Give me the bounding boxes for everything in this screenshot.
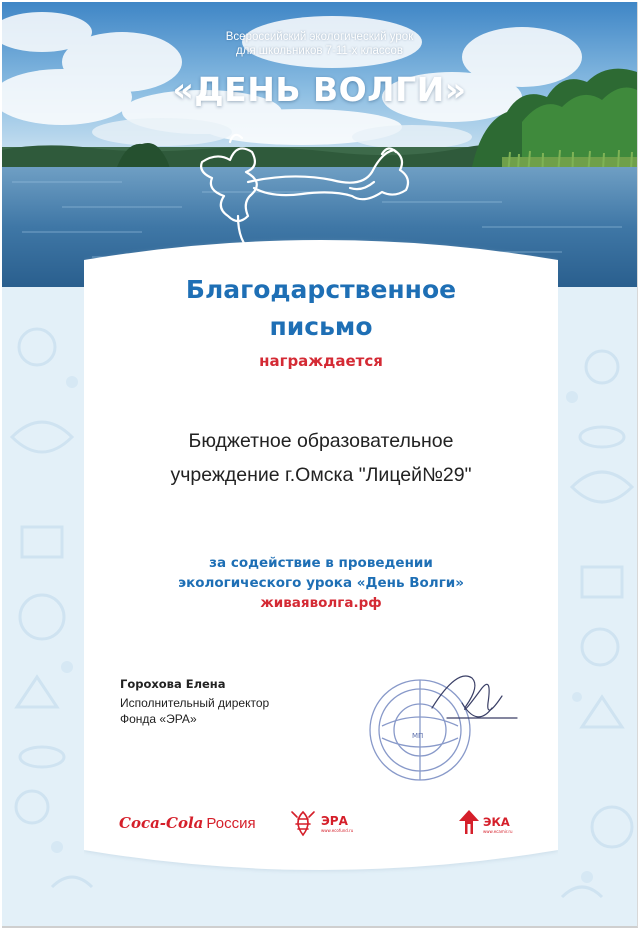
- subtitle-line-1: Всероссийский экологический урок: [225, 31, 414, 43]
- recipient-line-2: учреждение г.Омска "Лицей№29": [170, 464, 472, 486]
- signer-name: Горохова Елена: [120, 677, 226, 691]
- era-url: www.ecofund.ru: [321, 828, 354, 833]
- era-cone-icon: [288, 808, 318, 838]
- cocacola-russia-word: Россия: [206, 815, 256, 832]
- awarded-label: награждается: [259, 352, 383, 370]
- cocacola-script: Coca-Cola: [119, 814, 204, 832]
- certificate-card: [84, 230, 558, 880]
- reason-line-1: за содействие в проведении: [209, 555, 433, 571]
- recipient-line-1: Бюджетное образовательное: [188, 430, 454, 452]
- hero-subtitle: [2, 30, 637, 58]
- reason-line-2: экологического урока «День Волги»: [178, 575, 464, 591]
- era-name: ЭРА: [321, 814, 348, 828]
- signer-role-line-2: Фонда «ЭРА»: [120, 712, 197, 726]
- eka-name: ЭКА: [483, 815, 510, 829]
- subtitle-line-2: для школьников 7-11-х классов: [235, 45, 404, 57]
- stamp-and-signature: [362, 648, 522, 788]
- hero-title: «ДЕНЬ ВОЛГИ»: [172, 70, 467, 109]
- svg-text:МП: МП: [412, 732, 424, 740]
- cocacola-russia-logo: [119, 813, 256, 835]
- certificate-title-line-2: письмо: [269, 312, 373, 341]
- certificate-frame: [2, 2, 638, 928]
- eka-url: www.ecamir.ru: [483, 829, 513, 834]
- signer-role-line-1: Исполнительный директор: [120, 696, 270, 710]
- eka-tree-icon: [459, 810, 479, 834]
- certificate-title-line-1: Благодарственное: [185, 275, 457, 304]
- website-label: живаяволга.рф: [260, 595, 382, 611]
